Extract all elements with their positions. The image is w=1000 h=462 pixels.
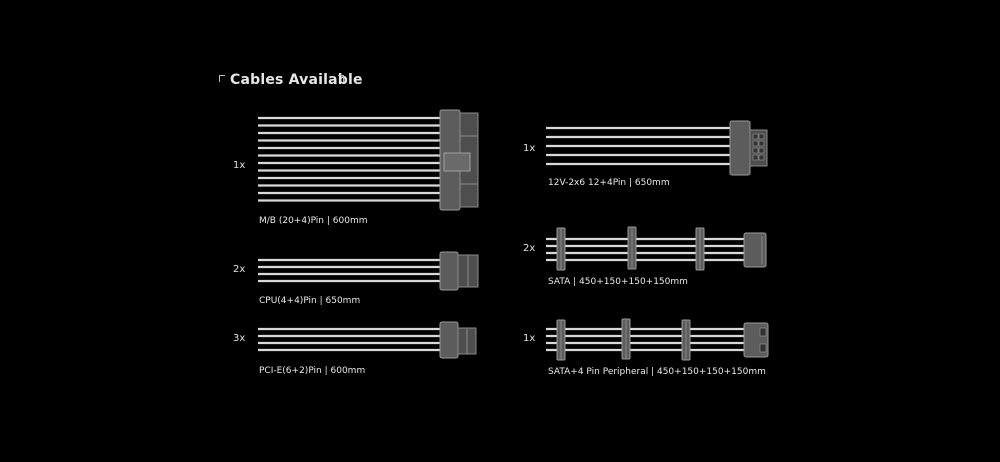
mb-cable-illustration (258, 108, 483, 213)
sata-connector-1 (557, 228, 565, 270)
12v2x6-cable-illustration (546, 120, 776, 178)
cpu-cable-spec: CPU(4+4)Pin | 650mm (259, 296, 361, 306)
sata-periph-cable-illustration (546, 316, 776, 364)
pcie-cable-spec: PCI-E(6+2)Pin | 600mm (259, 366, 366, 376)
sata-periph-cable-wires (546, 329, 744, 350)
pcie-cable-drawing (258, 320, 483, 362)
title-bracket-right (338, 75, 344, 82)
pcie-cable-illustration (258, 320, 483, 362)
12v2x6-cable-wires (546, 128, 730, 164)
cpu-cable-illustration (258, 250, 483, 292)
cpu-cable-drawing (258, 250, 483, 292)
sata-end-connector (744, 233, 766, 267)
12v2x6-cable-quantity: 1x (523, 143, 536, 154)
sata-periph-cable-drawing (546, 316, 776, 364)
12v2x6-cable-spec: 12V-2x6 12+4Pin | 650mm (548, 178, 670, 188)
sata-periph-cable-quantity: 1x (523, 333, 536, 344)
pcie-8pin-connector (440, 322, 476, 358)
sata-connector-3 (696, 228, 704, 270)
sata-periph-sata-connector-1 (557, 320, 565, 360)
mb-cable-wires (258, 118, 440, 201)
12v2x6-cable-drawing (546, 120, 776, 178)
sata-connector-2 (628, 227, 636, 269)
mb-cable-drawing (258, 108, 483, 213)
sata-cable-quantity: 2x (523, 243, 536, 254)
sata-periph-sata-connector-2 (622, 319, 630, 359)
pcie-cable-wires (258, 329, 440, 350)
mb-cable-spec: M/B (20+4)Pin | 600mm (259, 216, 368, 226)
sata-cable-spec: SATA | 450+150+150+150mm (548, 277, 688, 287)
mb-cable-quantity: 1x (233, 160, 246, 171)
title-bracket-left (219, 75, 225, 82)
cpu-cable-wires (258, 260, 440, 281)
mb-24pin-connector (440, 110, 478, 210)
sata-cable-wires (546, 239, 744, 260)
peripheral-4pin-connector (744, 323, 768, 357)
cpu-8pin-connector (440, 252, 478, 290)
pcie-cable-quantity: 3x (233, 333, 246, 344)
cpu-cable-quantity: 2x (233, 264, 246, 275)
section-title: Cables Available (230, 72, 363, 88)
sata-periph-cable-spec: SATA+4 Pin Peripheral | 450+150+150+150mm (548, 367, 766, 377)
12v2x6-connector (730, 121, 767, 175)
sata-periph-sata-connector-3 (682, 320, 690, 360)
sata-cable-illustration (546, 224, 776, 274)
sata-cable-drawing (546, 224, 776, 274)
